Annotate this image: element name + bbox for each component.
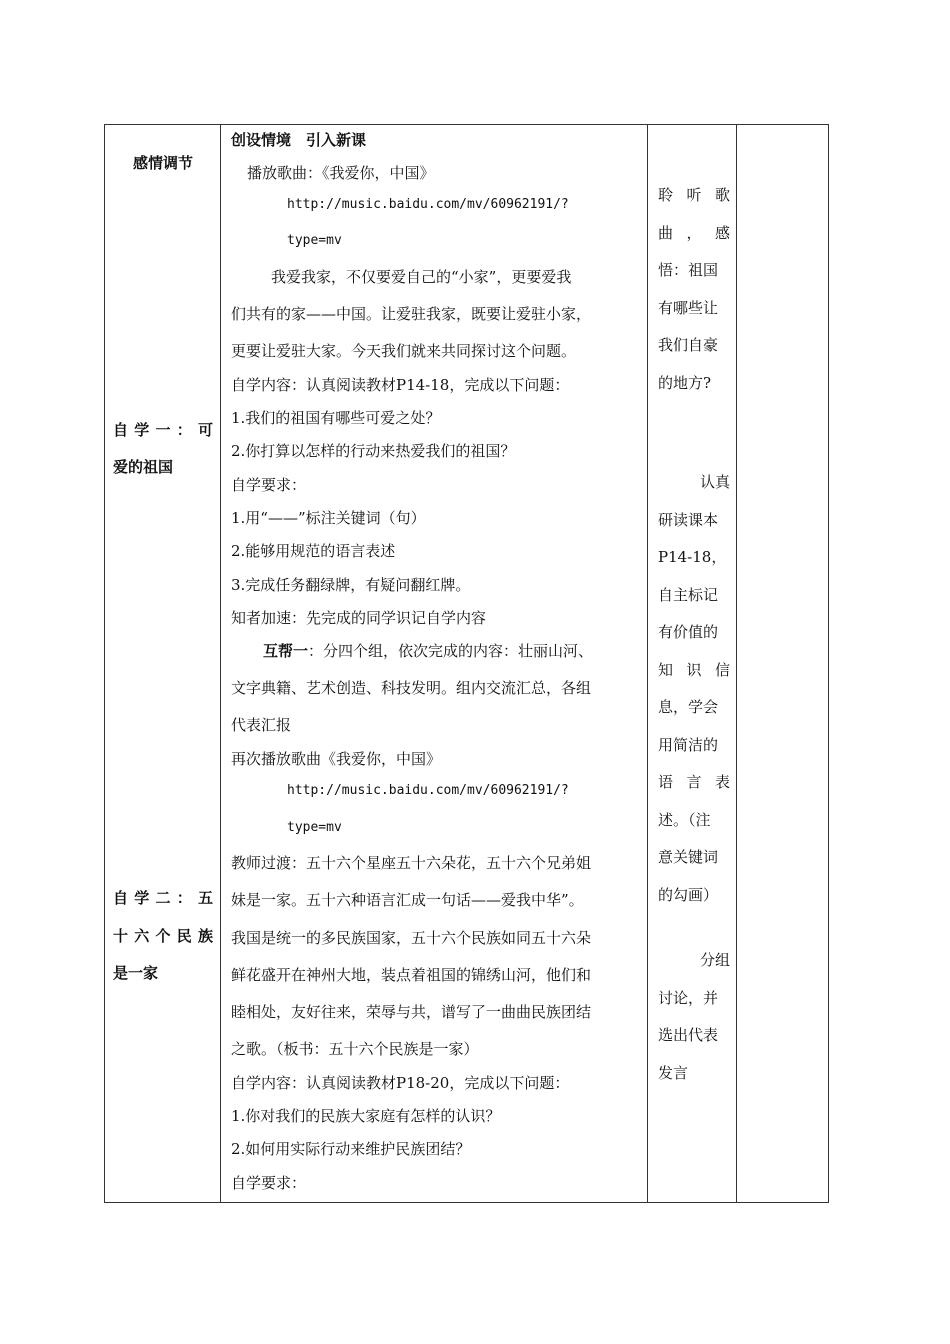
section-self-study-2-line2: 十六个民族	[113, 927, 213, 945]
question-2: 2.你打算以怎样的行动来热爱我们的祖国？	[231, 442, 516, 460]
section-self-study-1-line1: 自学一：可	[113, 421, 213, 439]
transition-line2: 妹是一家。五十六种语言汇成一句话——爱我中华”。	[231, 891, 584, 909]
study-requirements-title-2: 自学要求：	[231, 1174, 307, 1192]
intro-paragraph-line1: 我爱我家，不仅要爱自己的“小家”，更要爱我	[271, 268, 572, 286]
fast-learner-note: 知者加速：先完成的同学识记自学内容	[231, 609, 487, 627]
activity-group: 分组 讨论，并 选出代表 发言	[658, 951, 730, 1082]
song-url-line1: http://music.baidu.com/mv/60962191/?	[287, 197, 569, 212]
song-url2-line1: http://music.baidu.com/mv/60962191/?	[287, 783, 569, 798]
song-url-line2: type=mv	[287, 233, 342, 248]
requirement-1: 1.用“——”标注关键词（句）	[231, 509, 426, 527]
intro-paragraph-line2: 们共有的家——中国。让爱驻我家，既要让爱驻小家，	[231, 305, 592, 323]
section-emotion-label: 感情调节	[132, 154, 193, 172]
requirement-3: 3.完成任务翻绿牌，有疑问翻红牌。	[231, 576, 471, 594]
mutual-help-label: 互帮一	[263, 642, 309, 660]
transition-line6: 之歌。（板书：五十六个民族是一家）	[231, 1040, 479, 1058]
transition-line4: 鲜花盛开在神州大地，装点着祖国的锦绣山河，他们和	[231, 966, 592, 984]
section-self-study-2-line3: 是一家	[113, 964, 159, 982]
activity-read: 认真 研读课本 P14-18， 自主标记 有价值的 知识信 息，学会 用简洁的 语言表 述。（注 意关键词 的勾画）	[658, 473, 730, 904]
play-song-line: 播放歌曲：《我爱你，中国》	[247, 164, 435, 182]
student-activity-column	[648, 125, 736, 1202]
song-url2-line2: type=mv	[287, 820, 342, 835]
section-label-column	[105, 125, 220, 1202]
study-content-1: 自学内容：认真阅读教材P14-18，完成以下问题：	[231, 376, 570, 394]
section-self-study-1-line2: 爱的祖国	[113, 458, 174, 476]
content-heading: 创设情境 引入新课	[231, 131, 367, 149]
section-self-study-2-line1: 自学二：五	[113, 889, 213, 907]
notes-column	[737, 125, 828, 1202]
mutual-help-text: ：分四个组，依次完成的内容：壮丽山河、	[308, 642, 594, 660]
question-1: 1.我们的祖国有哪些可爱之处？	[231, 409, 441, 427]
activity-listen: 聆听歌 曲，感 悟：祖国 有哪些让 我们自豪 的地方?	[658, 186, 730, 392]
question-4: 2.如何用实际行动来维护民族团结？	[231, 1140, 471, 1158]
mutual-help-line1	[263, 640, 593, 661]
requirement-2: 2.能够用规范的语言表述	[231, 542, 396, 560]
study-requirements-title: 自学要求：	[231, 476, 307, 494]
mutual-help-line3: 代表汇报	[231, 716, 292, 734]
transition-line1: 教师过渡：五十六个星座五十六朵花，五十六个兄弟姐	[231, 854, 592, 872]
transition-line5: 睦相处，友好往来，荣辱与共，谱写了一曲曲民族团结	[231, 1003, 592, 1021]
replay-song-line: 再次播放歌曲《我爱你，中国》	[231, 750, 442, 768]
intro-paragraph-line3: 更要让爱驻大家。今天我们就来共同探讨这个问题。	[231, 342, 577, 360]
transition-line3: 我国是统一的多民族国家，五十六个民族如同五十六朵	[231, 929, 592, 947]
lesson-plan-table	[104, 124, 829, 1203]
content-column	[221, 125, 647, 1202]
study-content-2: 自学内容：认真阅读教材P18-20，完成以下问题：	[231, 1074, 570, 1092]
mutual-help-line2: 文字典籍、艺术创造、科技发明。组内交流汇总，各组	[231, 679, 592, 697]
question-3: 1.你对我们的民族大家庭有怎样的认识？	[231, 1107, 501, 1125]
